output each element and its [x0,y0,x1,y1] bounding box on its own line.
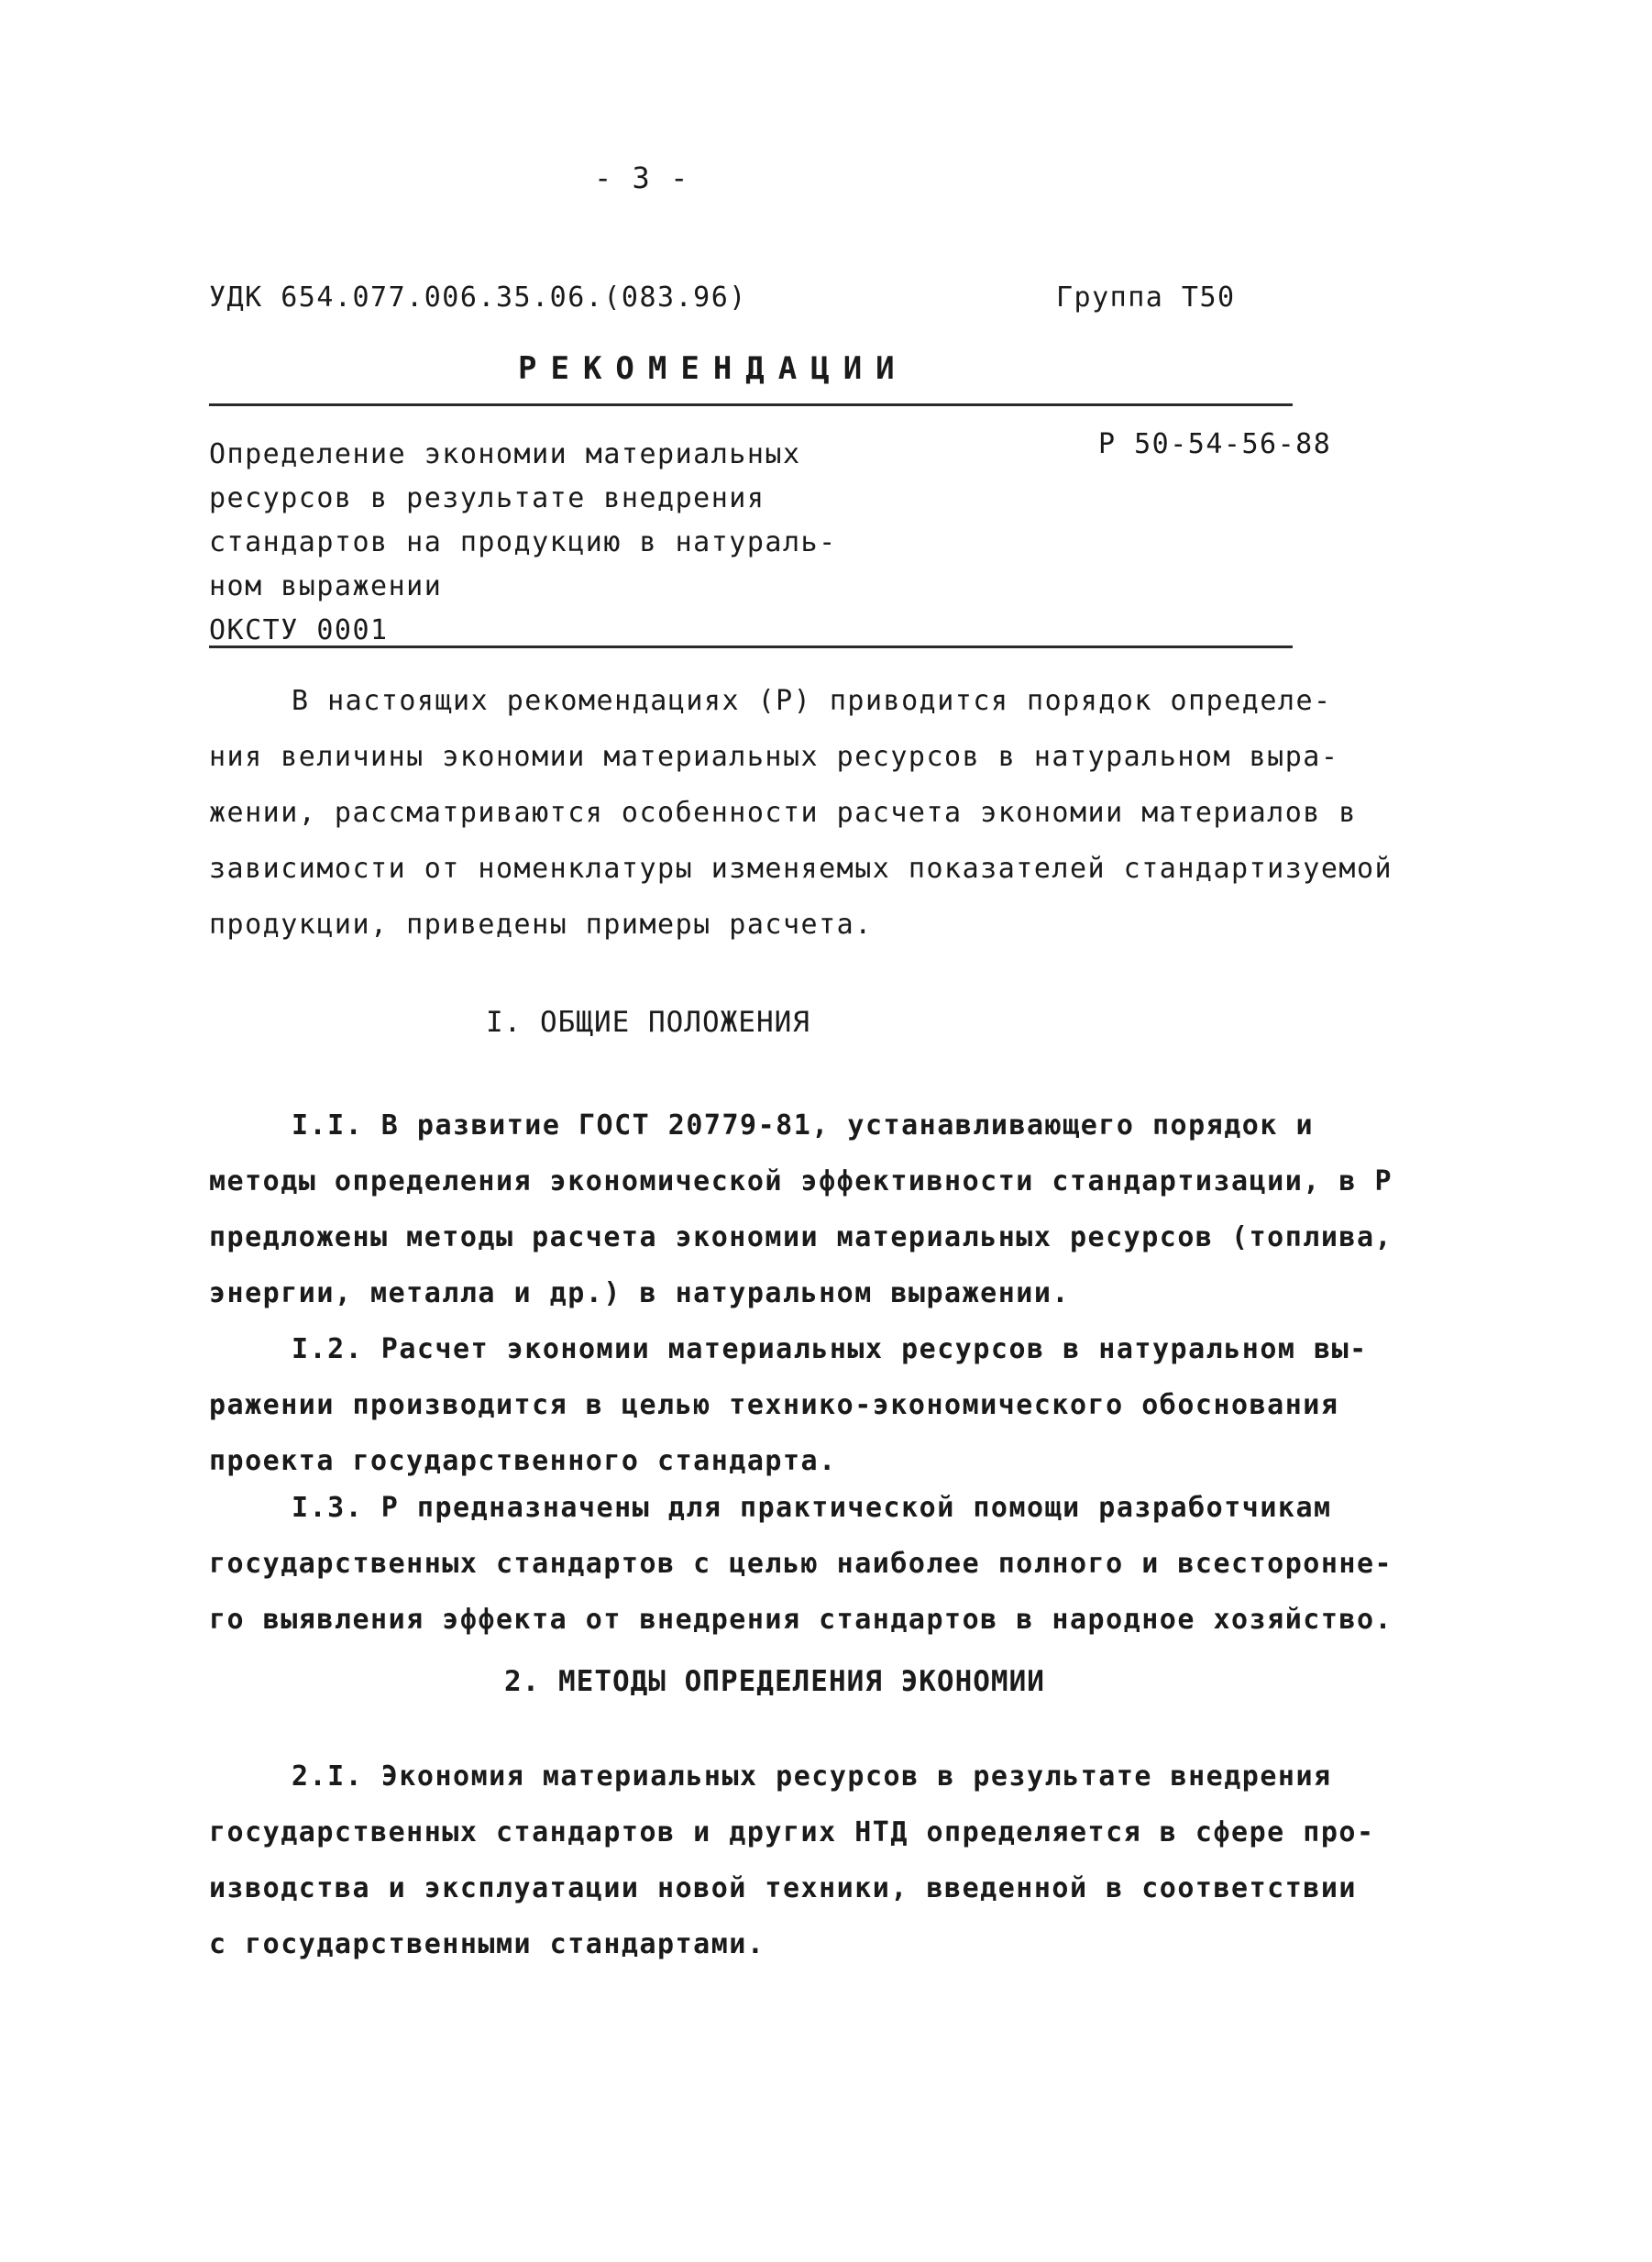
page-number: - 3 - [594,160,689,195]
intro-line: зависимости от номенклатуры изменяемых показателей стандартизуемой [209,853,1393,885]
intro-line: В настоящих рекомендациях (Р) приводится порядок определе- [292,685,1332,717]
section-2-heading: 2. МЕТОДЫ ОПРЕДЕЛЕНИЯ ЭКОНОМИИ [504,1665,1045,1698]
document-title: РЕКОМЕНДАЦИИ [518,350,909,387]
paragraph-line: I.3. Р предназначены для практической помощи разработчикам [292,1492,1332,1524]
paragraph-line: предложены методы расчета экономии материальных ресурсов (топлива, [209,1221,1393,1253]
group-code: Группа Т50 [1056,281,1236,314]
subject-line: Определение экономии материальных [209,438,801,470]
subject-line: стандартов на продукцию в натураль- [209,526,837,558]
top-divider [209,403,1293,406]
paragraph-line: методы определения экономической эффективности стандартизации, в Р [209,1165,1393,1197]
paragraph-line: го выявления эффекта от внедрения стандартов в народное хозяйство. [209,1604,1393,1636]
section-1-paragraph-3 [209,1480,1393,1648]
paragraph-line: государственных стандартов и других НТД определяется в сфере про- [209,1816,1375,1848]
section-1-paragraph-2 [209,1321,1368,1489]
intro-line: ния величины экономии материальных ресурсов в натуральном выра- [209,741,1339,773]
intro-line: продукции, приведены примеры расчета. [209,909,873,941]
subject-classifier: ОКСТУ 0001 [209,614,389,646]
bottom-divider [209,645,1293,648]
paragraph-line: I.2. Расчет экономии материальных ресурсов в натуральном вы- [292,1333,1368,1365]
subject-block [209,433,837,653]
udc-code: УДК 654.077.006.35.06.(083.96) [209,281,747,314]
subject-line: ном выражении [209,570,443,602]
paragraph-line: государственных стандартов с целью наиболее полного и всесторонне- [209,1548,1393,1580]
paragraph-line: энергии, металла и др.) в натуральном выражении. [209,1277,1070,1309]
paragraph-line: I.I. В развитие ГОСТ 20779-81, устанавливающего порядок и [292,1109,1315,1142]
intro-paragraph [209,673,1393,953]
section-2-paragraph-1 [209,1749,1375,1972]
paragraph-line: проекта государственного стандарта. [209,1445,837,1477]
intro-line: жении, рассматриваются особенности расчета экономии материалов в [209,797,1357,829]
section-1-paragraph-1 [209,1098,1393,1321]
paragraph-line: 2.I. Экономия материальных ресурсов в результате внедрения [292,1760,1332,1793]
paragraph-line: с государственными стандартами. [209,1928,765,1960]
subject-line: ресурсов в результате внедрения [209,482,765,514]
paragraph-line: ражении производится в целью технико-экономического обоснования [209,1389,1339,1421]
section-1-heading: I. ОБЩИЕ ПОЛОЖЕНИЯ [486,1006,810,1039]
paragraph-line: изводства и эксплуатации новой техники, введенной в соответствии [209,1872,1357,1904]
document-designation: Р 50-54-56-88 [1098,428,1332,460]
